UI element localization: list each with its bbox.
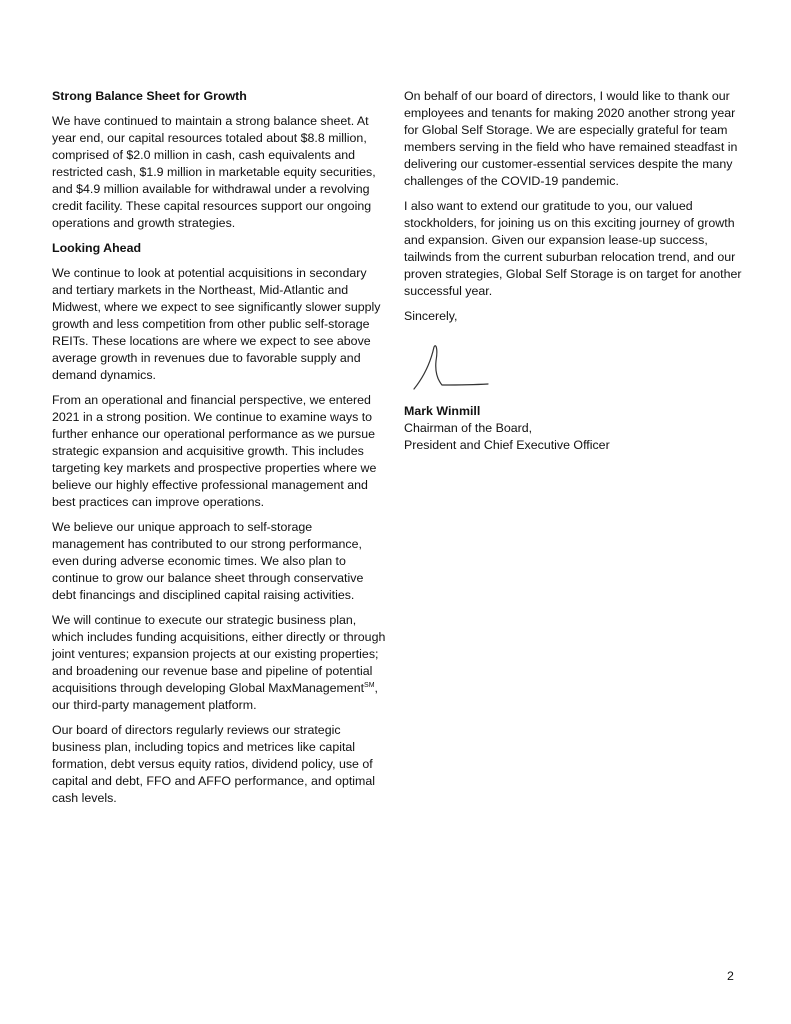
service-mark: SM bbox=[364, 681, 375, 689]
paragraph-board-review: Our board of directors regularly reviews our strategic business plan, including topics and metrices like capital formation, debt versus equity ratios, dividend policy, use of capital and debt, FFO and AFFO performance, and optimal cash levels. bbox=[52, 723, 376, 805]
signer-title-line1: Chairman of the Board, bbox=[404, 421, 533, 435]
paragraph-operational-position: From an operational and financial perspective, we entered 2021 in a strong position. We continue to examine ways to further enhance our operational performance as we pursue strategic expansion and acquisitive growth. This includes targeting key markets and prospective properties where we believe our highly effective professional management and best practices can improve operations. bbox=[52, 393, 377, 509]
signer-name: Mark Winmill bbox=[404, 404, 481, 418]
strategic-plan-text: We will continue to execute our strategic business plan, which includes funding acquisitions, either directly or through joint ventures; expansion projects at our existing properties; and broadening our revenue base and pipeline of potential acquisitions through developing Global MaxManagement bbox=[52, 613, 386, 695]
paragraph-unique-approach: We believe our unique approach to self-storage management has contributed to our strong performance, even during adverse economic times. We also plan to continue to grow our balance sheet through conservative debt financings and disciplined capital raising activities. bbox=[52, 520, 364, 602]
paragraph-thanks: On behalf of our board of directors, I would like to thank our employees and tenants for making 2020 another strong year for Global Self Storage. We are especially grateful for team members serving in the field who have remained steadfast in delivering our customer-essential services despite the many challenges of the COVID-19 pandemic. bbox=[404, 89, 738, 188]
right-column bbox=[404, 88, 742, 454]
signer-title-line2: President and Chief Executive Officer bbox=[404, 438, 610, 452]
section-heading-looking-ahead: Looking Ahead bbox=[52, 241, 142, 255]
strategic-plan-text-end: , our third-party management platform. bbox=[52, 681, 378, 712]
paragraph-balance-sheet: We have continued to maintain a strong balance sheet. At year end, our capital resources totaled about $8.8 million, comprised of $2.0 million in cash, cash equivalents and restricted cash, $1.9 million in marketable equity securities, and $4.9 million available for withdrawal under a revolving credit facility. These capital resources support our ongoing operations and growth strategies. bbox=[52, 114, 376, 230]
paragraph-gratitude: I also want to extend our gratitude to you, our valued stockholders, for joining us on this exciting journey of growth and expansion. Given our expansion lease-up success, tailwinds from the current suburban relocation trend, and our proven strategies, Global Self Storage is on target for another successful year. bbox=[404, 199, 742, 298]
paragraph-strategic-plan bbox=[52, 612, 387, 714]
paragraph-acquisitions: We continue to look at potential acquisitions in secondary and tertiary markets in the Northeast, Mid-Atlantic and Midwest, where we expect to see significantly slower supply growth and less competition from other public self-storage REITs. These locations are where we expect to see above average growth in revenues due to favorable supply and demand dynamics. bbox=[52, 266, 381, 382]
signature-block bbox=[404, 339, 742, 454]
section-heading-balance-sheet: Strong Balance Sheet for Growth bbox=[52, 89, 247, 103]
handwritten-signature bbox=[408, 339, 498, 399]
page-number: 2 bbox=[727, 969, 734, 983]
closing-salutation: Sincerely, bbox=[404, 309, 458, 323]
left-column bbox=[52, 88, 387, 815]
